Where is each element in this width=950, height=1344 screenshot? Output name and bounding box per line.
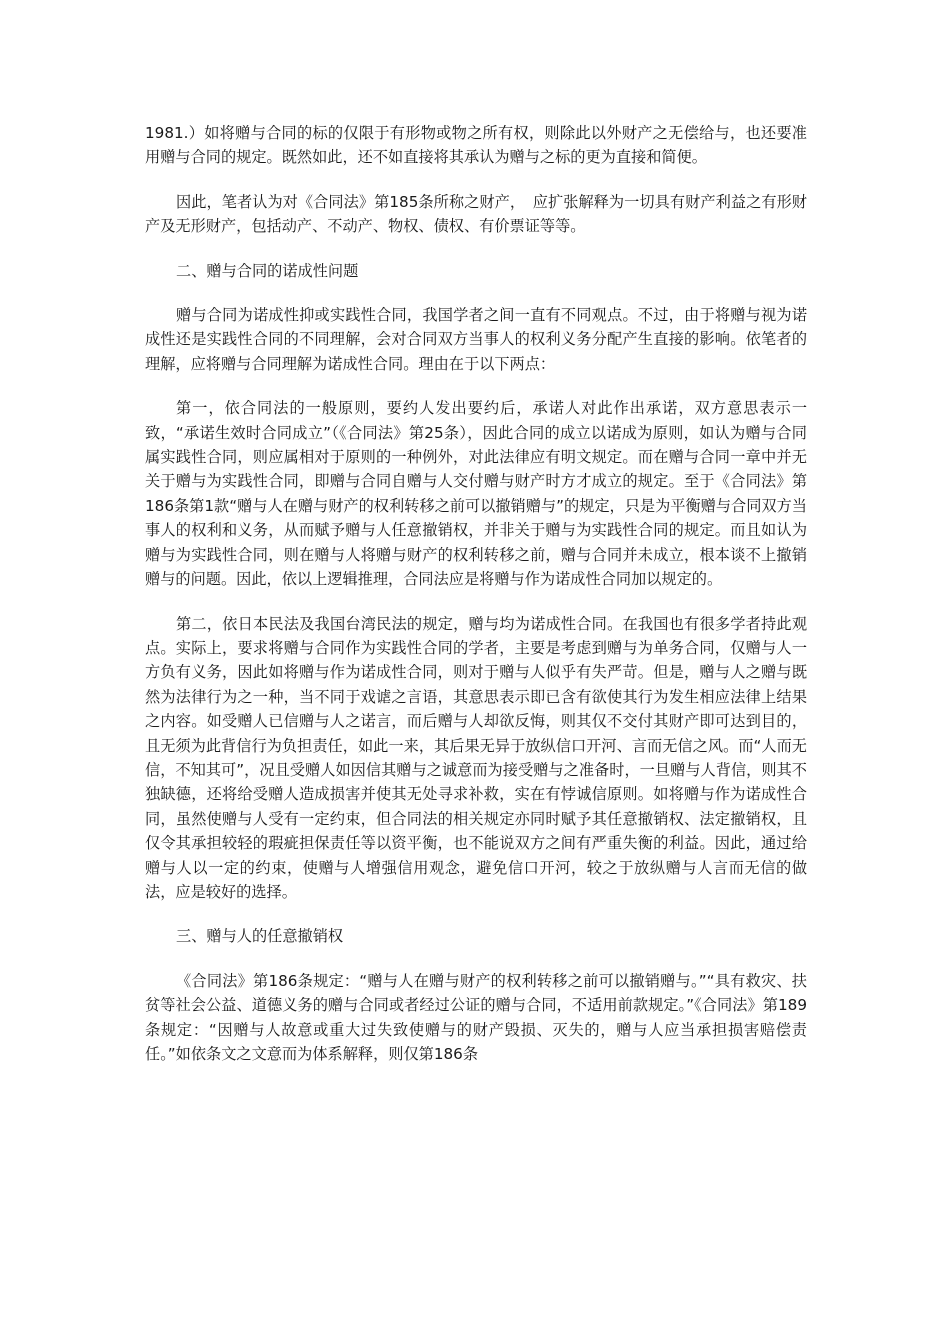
paragraph-reason-2: 第二，依日本民法及我国台湾民法的规定，赠与均为诺成性合同。在我国也有很多学者持此观点。实际上，要求将赠与合同作为实践性合同的学者，主要是考虑到赠与为单务合同，仅赠与人一方负有义务，因此如将赠与作为诺成性合同，则对于赠与人似乎有失严苛。但是，赠与人之赠与既然为法律行为之一种，当不同于戏谑之言语，其意思表示即已含有欲使其行为发生相应法律上结果之内容。如受赠人已信赠与人之诺言，而后赠与人却欲反悔，则其仅不交付其财产即可达到目的，且无须为此背信行为负担责任，如此一来，其后果无异于放纵信口开河、言而无信之风。而“人而无信，不知其可”，况且受赠人如因信其赠与之诚意而为接受赠与之准备时，一旦赠与人背信，则其不独缺德，还将给受赠人造成损害并使其无处寻求补救，实在有悖诚信原则。如将赠与作为诺成性合同，虽然使赠与人受有一定约束，但合同法的相关规定亦同时赋予其任意撤销权、法定撤销权，且仅令其承担较轻的瑕疵担保责任等以资平衡，也不能说双方之间有严重失衡的利益。因此，通过给赠与人以一定的约束，使赠与人增强信用观念，避免信口开河，较之于放纵赠与人言而无信的做法，应是较好的选择。 [145, 614, 807, 901]
paragraph-conclusion: 因此，笔者认为对《合同法》第185条所称之财产， 应扩张解释为一切具有财产利益之有形财产及无形财产，包括动产、不动产、物权、债权、有价票证等等。 [145, 192, 807, 236]
section-heading-3: 三、赠与人的任意撤销权 [176, 927, 344, 946]
document-page [145, 121, 807, 1066]
paragraph-intro: 赠与合同为诺成性抑或实践性合同，我国学者之间一直有不同观点。不过，由于将赠与视为诺成性还是实践性合同的不同理解，会对合同双方当事人的权利义务分配产生直接的影响。依笔者的理解，应将赠与合同理解为诺成性合同。理由在于以下两点： [145, 306, 807, 373]
paragraph-reason-1: 第一，依合同法的一般原则，要约人发出要约后，承诺人对此作出承诺，双方意思表示一致，“承诺生效时合同成立”（《合同法》第25条），因此合同的成立以诺成为原则，如认为赠与合同属实践性合同，则应属相对于原则的一种例外，对此法律应有明文规定。而在赠与合同一章中并无关于赠与为实践性合同，即赠与合同自赠与人交付赠与财产时方才成立的规定。至于《合同法》第186条第1款“赠与人在赠与财产的权利转移之前可以撤销赠与”的规定，只是为平衡赠与合同双方当事人的权利和义务，从而赋予赠与人任意撤销权，并非关于赠与为实践性合同的规定。而且如认为赠与为实践性合同，则在赠与人将赠与财产的权利转移之前，赠与合同并未成立，根本谈不上撤销赠与的问题。因此，依以上逻辑推理，合同法应是将赠与作为诺成性合同加以规定的。 [145, 399, 807, 589]
paragraph-article-186: 《合同法》第186条规定：“赠与人在赠与财产的权利转移之前可以撤销赠与。”“具有救灾、扶贫等社会公益、道德义务的赠与合同或者经过公证的赠与合同，不适用前款规定。”《合同法》第189条规定：“因赠与人故意或重大过失致使赠与的财产毁损、灭失的，赠与人应当承担损害赔偿责任。”如依条文之文意而为体系解释，则仅第186条 [145, 971, 807, 1063]
paragraph-continuation: 1981.）如将赠与合同的标的仅限于有形物或物之所有权，则除此以外财产之无偿给与，也还要准用赠与合同的规定。既然如此，还不如直接将其承认为赠与之标的更为直接和简便。 [145, 124, 807, 167]
section-heading-2: 二、赠与合同的诺成性问题 [176, 261, 359, 280]
